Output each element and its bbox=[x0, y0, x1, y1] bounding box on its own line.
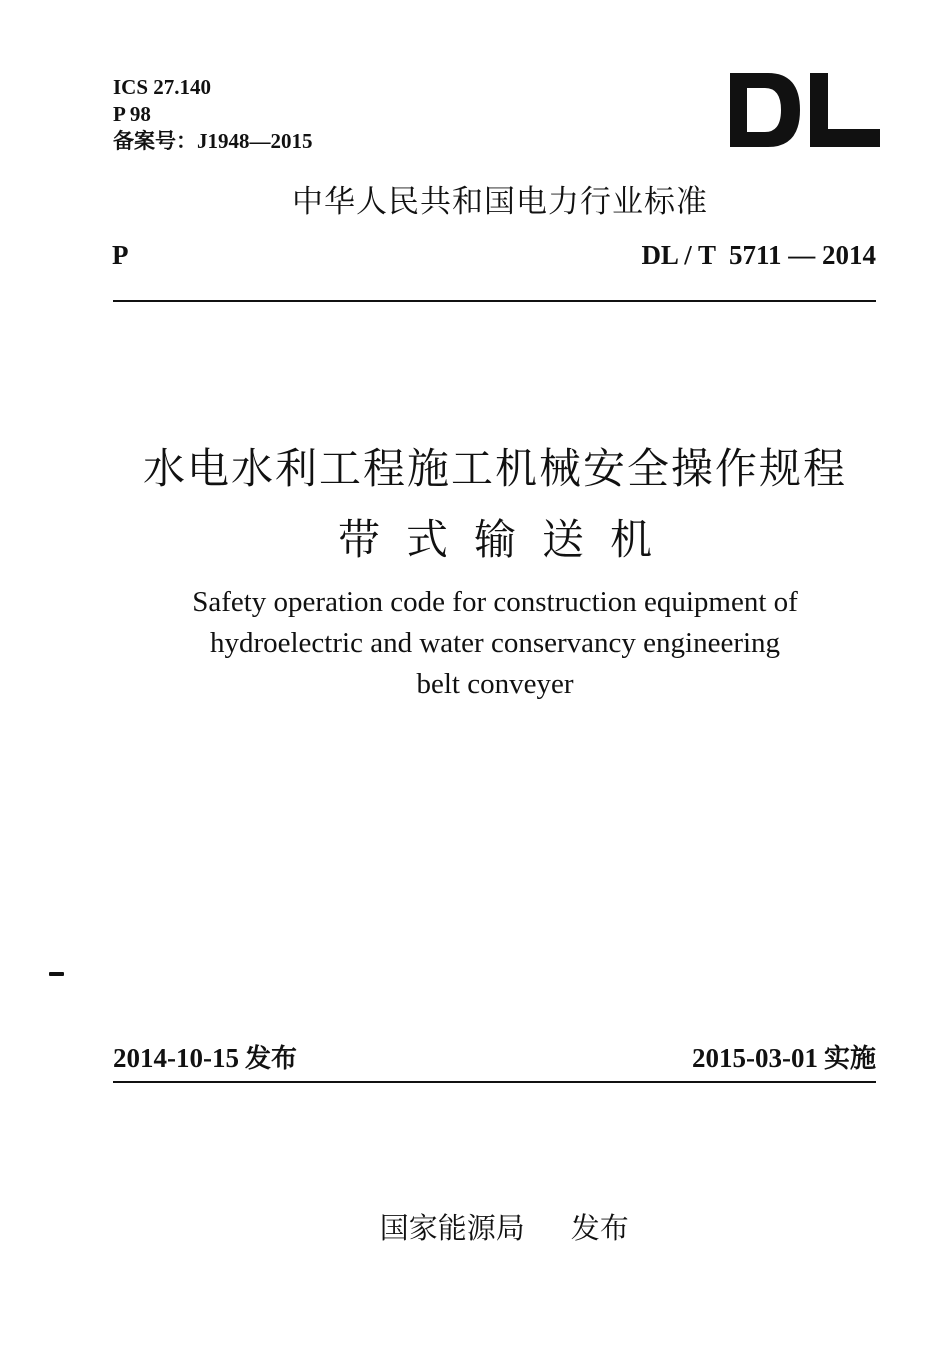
category-letter: P bbox=[112, 240, 129, 270]
chinese-main-title: 水电水利工程施工机械安全操作规程 bbox=[142, 444, 847, 493]
header-divider bbox=[113, 300, 876, 302]
chinese-subtitle: 带式输送机 bbox=[337, 515, 678, 564]
english-title-line-2: hydroelectric and water conservancy engineering bbox=[209, 627, 781, 659]
publisher-action: 发布 bbox=[570, 1211, 629, 1245]
issue-date-block bbox=[113, 1038, 297, 1075]
english-title-line-3: belt conveyer bbox=[416, 668, 574, 700]
effective-date-block bbox=[692, 1038, 876, 1075]
record-number: 备案号：J1948—2015 bbox=[113, 129, 313, 153]
classification-code: P 98 bbox=[113, 102, 151, 126]
effective-date: 2015-03-01 bbox=[692, 1043, 818, 1073]
industry-standard-title: 中华人民共和国电力行业标准 bbox=[292, 184, 708, 220]
issue-date: 2014-10-15 bbox=[113, 1043, 239, 1073]
english-title-line-1: Safety operation code for construction equipment of bbox=[192, 586, 798, 618]
issue-label: 发布 bbox=[244, 1044, 297, 1074]
publisher-line bbox=[0, 1172, 950, 1247]
publisher-name: 国家能源局 bbox=[379, 1211, 525, 1245]
dl-logo bbox=[730, 73, 880, 147]
effective-label: 实施 bbox=[823, 1044, 876, 1074]
footer-divider bbox=[113, 1081, 876, 1083]
margin-mark bbox=[49, 972, 64, 976]
standard-number: DL / T 5711 — 2014 bbox=[641, 240, 876, 270]
ics-code: ICS 27.140 bbox=[113, 75, 212, 99]
dl-logo-mark bbox=[730, 73, 880, 147]
